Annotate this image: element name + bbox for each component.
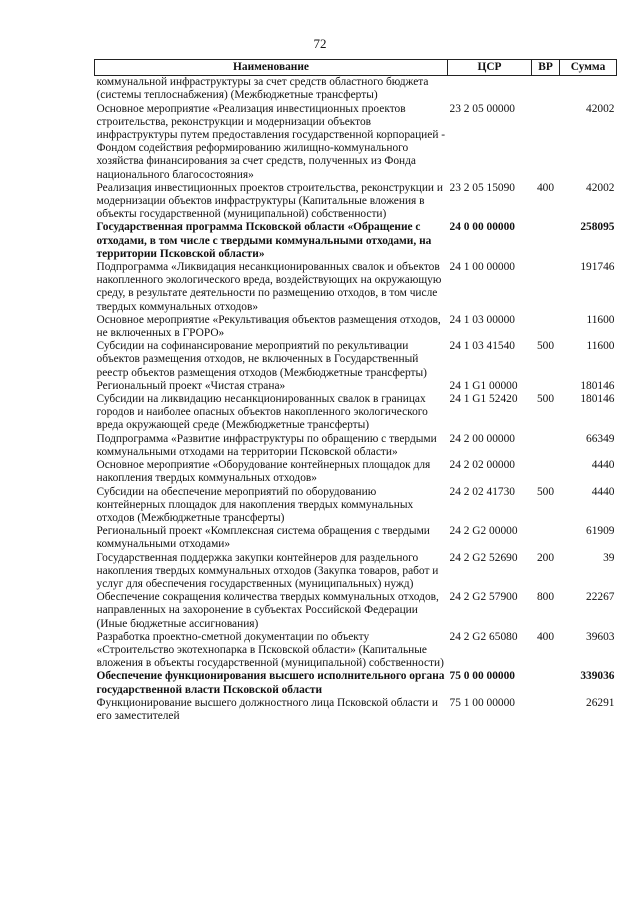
table-row xyxy=(95,697,617,723)
row-vr: 500 xyxy=(536,340,555,353)
table-row xyxy=(95,393,617,433)
row-sum: 22267 xyxy=(586,591,615,604)
header-name: Наименование xyxy=(95,60,448,76)
row-name: Подпрограмма «Ликвидация несанкционированных свалок и объектов накопленного экологического вреда, воздействующих на окружающую среду, в результате деятельности по размещению отходов, в том числе твердых коммунальных отходов» xyxy=(96,261,442,313)
row-vr: 400 xyxy=(536,630,555,643)
row-name: Обеспечение сокращения количества твердых коммунальных отходов, направленных на захоронение в субъектах Российской Федерации (Иные бюджетные ассигнования) xyxy=(96,591,439,630)
table-row xyxy=(95,525,617,551)
row-csr: 24 2 G2 52690 xyxy=(449,551,518,564)
row-name: Функционирование высшего должностного лица Псковской области и его заместителей xyxy=(96,696,438,722)
row-csr: 24 2 00 00000 xyxy=(449,432,515,445)
table-row xyxy=(95,314,617,340)
row-sum: 66349 xyxy=(586,432,615,445)
row-name: Основное мероприятие «Оборудование контейнерных площадок для накопления твердых коммунальных отходов» xyxy=(96,459,431,485)
table-row xyxy=(95,76,617,103)
row-name: Государственная программа Псковской области «Обращение с отходами, в том числе с твердыми коммунальными отходами, на территории Псковской области» xyxy=(96,221,432,260)
row-csr: 24 2 G2 65080 xyxy=(449,630,518,643)
row-csr: 24 1 G1 52420 xyxy=(449,393,518,406)
table-row xyxy=(95,433,617,459)
row-vr: 800 xyxy=(536,591,555,604)
row-vr xyxy=(532,314,560,340)
row-sum: 39603 xyxy=(586,630,615,643)
row-csr: 24 1 03 41540 xyxy=(449,340,515,353)
row-csr: 24 2 G2 00000 xyxy=(449,525,518,538)
row-sum: 191746 xyxy=(580,261,615,274)
row-vr xyxy=(532,103,560,182)
row-vr xyxy=(532,670,560,696)
row-vr xyxy=(532,525,560,551)
row-sum: 42002 xyxy=(586,181,615,194)
row-name: Основное мероприятие «Реализация инвестиционных проектов строительства, реконструкции и модернизации объектов инфраструктуры путем предоставления государственной корпорацией - Фондом содействия реформированию жилищно-коммунального хозяйства финансирования за счет средств, полученных из Фонда национального благосостояния» xyxy=(96,102,446,181)
table-row xyxy=(95,591,617,631)
row-sum xyxy=(560,76,617,103)
row-vr xyxy=(532,261,560,314)
row-name: коммунальной инфраструктуры за счет средств областного бюджета (системы теплоснабжения) (Межбюджетные трансферты) xyxy=(96,76,429,102)
row-vr: 500 xyxy=(536,393,555,406)
table-row xyxy=(95,380,617,393)
row-name: Государственная поддержка закупки контейнеров для раздельного накопления твердых коммунальных отходов (Закупка товаров, работ и услуг для обеспечения государственных (муниципальных) нужд) xyxy=(96,551,439,590)
row-name: Региональный проект «Чистая страна» xyxy=(96,379,286,392)
table-row xyxy=(95,552,617,592)
row-sum: 11600 xyxy=(586,313,615,326)
row-csr: 75 0 00 00000 xyxy=(449,670,515,683)
row-name: Субсидии на софинансирование мероприятий по рекультивации объектов размещения отходов, не включенных в Государственный реестр объектов размещения отходов (Межбюджетные трансферты) xyxy=(96,340,427,379)
header-csr: ЦСР xyxy=(448,60,532,76)
row-vr xyxy=(532,433,560,459)
row-name: Основное мероприятие «Рекультивация объектов размещения отходов, не включенных в ГРОРО» xyxy=(96,313,441,340)
budget-table xyxy=(94,59,617,723)
row-sum: 11600 xyxy=(586,340,615,353)
row-csr: 24 1 00 00000 xyxy=(449,261,515,274)
row-vr xyxy=(532,380,560,393)
row-sum: 339036 xyxy=(580,670,615,683)
header-sum: Сумма xyxy=(560,60,617,76)
row-name: Разработка проектно-сметной документации по объекту «Строительство экотехнопарка в Псковской области» (Капитальные вложения в объекты государственной (муниципальной) собственности) xyxy=(96,630,444,670)
row-csr xyxy=(448,76,532,103)
table-row xyxy=(95,261,617,314)
table-row xyxy=(95,340,617,380)
table-body xyxy=(95,76,617,723)
table-row xyxy=(95,182,617,222)
row-csr: 24 2 G2 57900 xyxy=(449,591,518,604)
table-header-row xyxy=(95,60,617,76)
table-row xyxy=(95,486,617,526)
row-vr xyxy=(532,221,560,261)
row-csr: 75 1 00 00000 xyxy=(449,696,515,709)
row-sum: 39 xyxy=(603,551,615,564)
row-vr xyxy=(532,76,560,103)
row-csr: 24 2 02 41730 xyxy=(449,485,515,498)
row-sum: 42002 xyxy=(586,102,615,115)
row-sum: 4440 xyxy=(591,459,615,472)
row-name: Реализация инвестиционных проектов строительства, реконструкции и модернизации объектов инфраструктуры (Капитальные вложения в объекты государственной (муниципальной) собственности) xyxy=(96,181,443,221)
table-row xyxy=(95,670,617,696)
row-csr: 24 2 02 00000 xyxy=(449,459,515,472)
row-name: Субсидии на обеспечение мероприятий по оборудованию контейнерных площадок для накопления твердых коммунальных отходов (Межбюджетные трансферты) xyxy=(96,485,414,524)
row-csr: 23 2 05 00000 xyxy=(449,102,515,115)
row-name: Субсидии на ликвидацию несанкционированных свалок в границах городов и наиболее опасных объектов накопленного экологического вреда окружающей среде (Межбюджетные трансферты) xyxy=(96,393,428,432)
table-row xyxy=(95,631,617,671)
row-sum: 61909 xyxy=(586,525,615,538)
row-vr xyxy=(532,697,560,723)
row-csr: 24 1 G1 00000 xyxy=(449,379,518,392)
table-row xyxy=(95,459,617,485)
row-sum: 258095 xyxy=(580,221,615,234)
row-csr: 24 0 00 00000 xyxy=(449,221,515,234)
row-sum: 180146 xyxy=(580,393,615,406)
header-vr: ВР xyxy=(532,60,560,76)
row-name: Обеспечение функционирования высшего исполнительного органа государственной власти Псковской области xyxy=(96,670,445,696)
row-sum: 26291 xyxy=(586,696,615,709)
page-number: 72 xyxy=(313,36,327,51)
table-row xyxy=(95,103,617,182)
row-name: Подпрограмма «Развитие инфраструктуры по обращению с твердыми коммунальными отходами на территории Псковской области» xyxy=(96,432,437,458)
row-vr xyxy=(532,459,560,485)
row-name: Региональный проект «Комплексная система обращения с твердыми коммунальными отходами» xyxy=(96,525,430,551)
row-vr: 400 xyxy=(536,181,555,194)
table-row xyxy=(95,221,617,261)
row-sum: 180146 xyxy=(580,379,615,392)
row-csr: 24 1 03 00000 xyxy=(449,313,515,326)
row-vr: 200 xyxy=(536,551,555,564)
row-csr: 23 2 05 15090 xyxy=(449,181,515,194)
row-vr: 500 xyxy=(536,485,555,498)
row-sum: 4440 xyxy=(591,485,615,498)
